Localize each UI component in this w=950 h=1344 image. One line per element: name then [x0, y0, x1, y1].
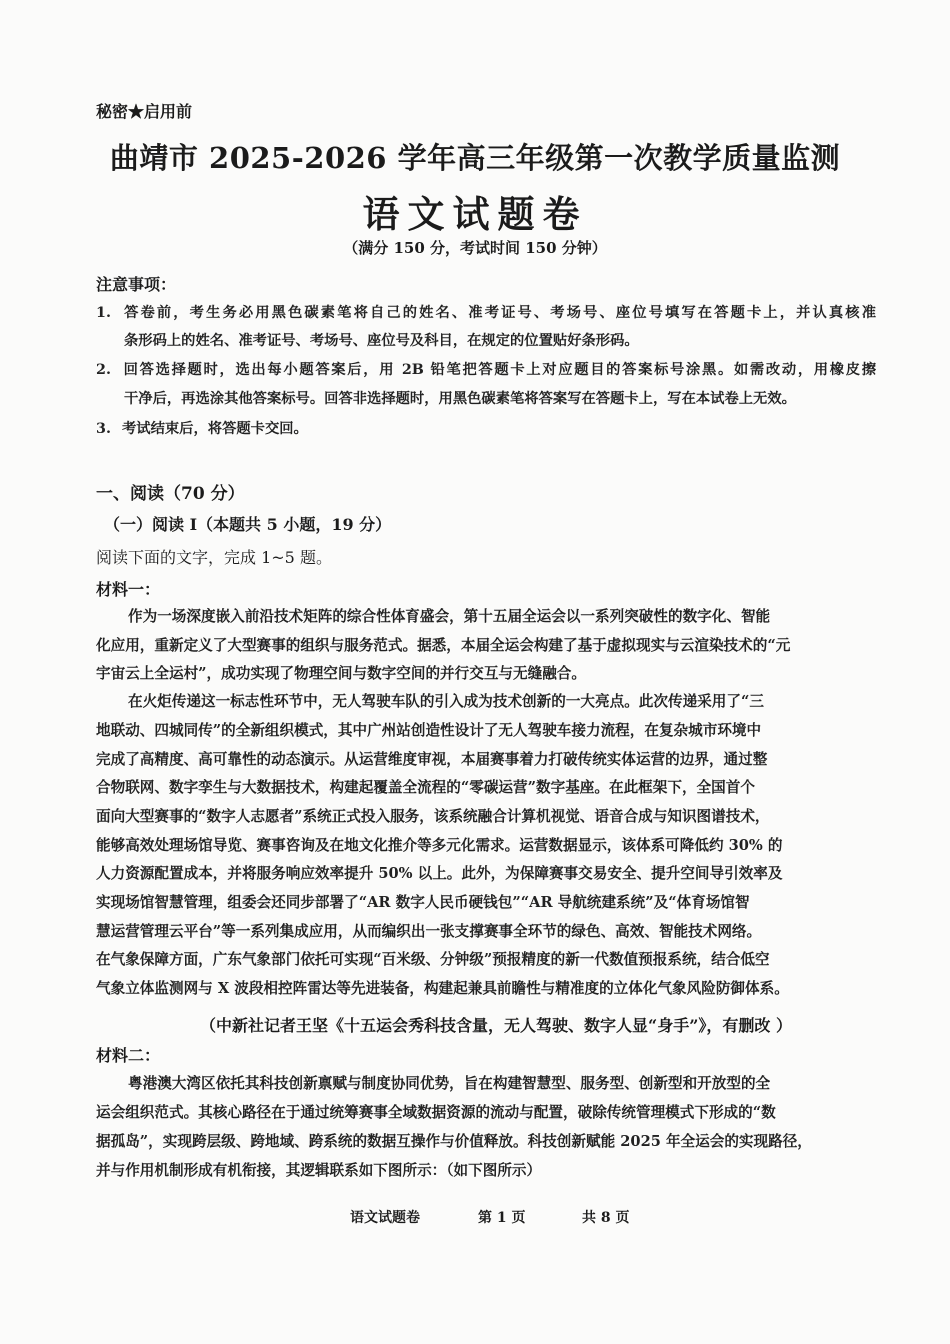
material-1-line: 合物联网、数字孪生与大数据技术，构建起覆盖全流程的“零碳运营”数字基座。在此框架下，全国首个 [96, 779, 755, 796]
material-2-line: 并与作用机制形成有机衔接，其逻辑联系如下图所示：（如下图所示） [96, 1162, 542, 1179]
paper-subtitle: 语文试题卷 [362, 192, 588, 236]
score-time-note: （满分 150 分，考试时间 150 分钟） [343, 239, 607, 257]
section-title: 一、阅读（70 分） [96, 484, 245, 504]
material-2-line: 运会组织范式。其核心路径在于通过统筹赛事全域数据资源的流动与配置，破除传统管理模式下形成的“数 [96, 1104, 776, 1121]
material-1-line: 能够高效处理场馆导览、赛事咨询及在地文化推介等多元化需求。运营数据显示，该体系可降低约 30% 的 [96, 837, 783, 854]
material-1-line: 面向大型赛事的“数字人志愿者”系统正式投入服务，该系统融合计算机视觉、语音合成与知识图谱技术， [96, 808, 770, 825]
material-1-line: 实现场馆智慧管理，组委会还同步部署了“AR 数字人民币硬钱包”“AR 导航统建系统”及“体育场馆智 [96, 894, 750, 911]
confidential-mark: 秘密★启用前 [96, 102, 193, 121]
footer-paper-name: 语文试题卷 [350, 1210, 420, 1226]
material-1-line: 作为一场深度嵌入前沿技术矩阵的综合性体育盛会，第十五届全运会以一系列突破性的数字化、智能 [128, 608, 771, 625]
material-1-line: 人力资源配置成本，并将服务响应效率提升 50% 以上。此外，为保障赛事交易安全、提升空间导引效率及 [96, 865, 783, 882]
notes-title: 注意事项： [96, 275, 177, 294]
footer-total-pages: 共 8 页 [582, 1210, 630, 1226]
note-line: 条形码上的姓名、准考证号、考场号、座位号及科目，在规定的位置贴好条形码。 [124, 333, 639, 349]
material-1-line: 慧运营管理云平台”等一系列集成应用，从而编织出一张支撑赛事全环节的绿色、高效、智能技术网络。 [96, 923, 762, 940]
material-1-line: 宇宙云上全运村”，成功实现了物理空间与数字空间的并行交互与无缝融合。 [96, 665, 586, 682]
footer-page-number: 第 1 页 [478, 1210, 526, 1226]
instruction: 阅读下面的文字，完成 1~5 题。 [96, 548, 332, 567]
material-1-line: 气象立体监测网与 X 波段相控阵雷达等先进装备，构建起兼具前瞻性与精准度的立体化气象风险防御体系。 [96, 980, 789, 997]
exam-title: 曲靖市 2025-2026 学年高三年级第一次教学质量监测 [109, 141, 841, 175]
material-1-line: 在火炬传递这一标志性环节中，无人驾驶车队的引入成为技术创新的一大亮点。此次传递采用了“三 [128, 693, 764, 710]
material-1-line: 完成了高精度、高可靠性的动态演示。从运营维度审视，本届赛事着力打破传统实体运营的边界，通过整 [96, 751, 768, 768]
note-line: 2. 回答选择题时，选出每小题答案后，用 2B 铅笔把答题卡上对应题目的答案标号涂黑。如需改动，用橡皮擦 [96, 362, 876, 378]
material-1-line: 化应用，重新定义了大型赛事的组织与服务范式。据悉，本届全运会构建了基于虚拟现实与云渲染技术的“元 [96, 637, 791, 654]
subsection-title: （一）阅读 I（本题共 5 小题，19 分） [104, 515, 392, 534]
note-line: 1. 答卷前，考生务必用黑色碳素笔将自己的姓名、准考证号、考场号、座位号填写在答题卡上，并认真核准 [96, 305, 876, 321]
note-line: 干净后，再选涂其他答案标号。回答非选择题时，用黑色碳素笔将答案写在答题卡上，写在本试卷上无效。 [124, 391, 796, 407]
material-2-line: 据孤岛”，实现跨层级、跨地域、跨系统的数据互操作与价值释放。科技创新赋能 2025 年全运会的实现路径， [96, 1133, 812, 1150]
material-2-label: 材料二： [96, 1046, 161, 1065]
material-1-source: （中新社记者王坚《十五运会秀科技含量，无人驾驶、数字人显“身手”》，有删改 ） [200, 1016, 792, 1035]
material-1-label: 材料一： [96, 580, 161, 599]
material-1-line: 在气象保障方面，广东气象部门依托可实现“百米级、分钟级”预报精度的新一代数值预报系统，结合低空 [96, 951, 770, 968]
note-line: 3. 考试结束后，将答题卡交回。 [96, 421, 308, 437]
material-2-line: 粤港澳大湾区依托其科技创新禀赋与制度协同优势，旨在构建智慧型、服务型、创新型和开放型的全 [128, 1075, 771, 1092]
material-1-line: 地联动、四城同传”的全新组织模式，其中广州站创造性设计了无人驾驶车接力流程，在复杂城市环境中 [96, 722, 762, 739]
